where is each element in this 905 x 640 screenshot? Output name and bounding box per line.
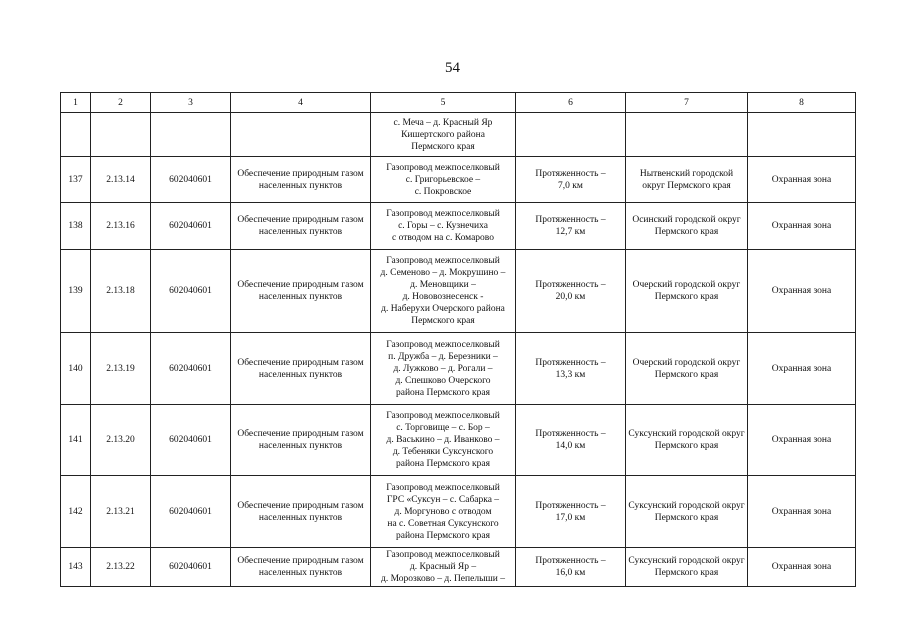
table-row	[61, 203, 856, 250]
purpose-cell: Обеспечение природным газом населенных пунктов	[231, 548, 371, 587]
location-cell: Очерский городской округ Пермского края	[626, 333, 748, 405]
classifier-cell: 602040601	[151, 250, 231, 333]
zone-cell: Охранная зона	[748, 157, 856, 203]
code-cell: 2.13.14	[91, 157, 151, 203]
classifier-cell: 602040601	[151, 476, 231, 548]
code-cell: 2.13.22	[91, 548, 151, 587]
zone-cell: Охранная зона	[748, 476, 856, 548]
object-name-cell: Газопровод межпоселковый д. Красный Яр – д. Морозково – д. Пепелыши –	[371, 548, 516, 587]
row-number-cell: 143	[61, 548, 91, 587]
object-name-cell: Газопровод межпоселковый с. Горы – с. Кузнечиха с отводом на с. Комарово	[371, 203, 516, 250]
purpose-cell: Обеспечение природным газом населенных пунктов	[231, 476, 371, 548]
classifier-cell: 602040601	[151, 157, 231, 203]
zone-cell: Охранная зона	[748, 203, 856, 250]
purpose-cell	[231, 113, 371, 157]
characteristics-cell	[516, 113, 626, 157]
characteristics-cell: Протяженность – 17,0 км	[516, 476, 626, 548]
object-name-cell: с. Меча – д. Красный Яр Кишертского района Пермского края	[371, 113, 516, 157]
purpose-cell: Обеспечение природным газом населенных пунктов	[231, 157, 371, 203]
zone-cell: Охранная зона	[748, 405, 856, 476]
characteristics-cell: Протяженность – 12,7 км	[516, 203, 626, 250]
table-row	[61, 405, 856, 476]
characteristics-cell: Протяженность – 20,0 км	[516, 250, 626, 333]
classifier-cell: 602040601	[151, 548, 231, 587]
location-cell: Осинский городской округ Пермского края	[626, 203, 748, 250]
classifier-cell: 602040601	[151, 203, 231, 250]
location-cell: Очерский городской округ Пермского края	[626, 250, 748, 333]
zone-cell: Охранная зона	[748, 548, 856, 587]
code-cell: 2.13.18	[91, 250, 151, 333]
zone-cell	[748, 113, 856, 157]
classifier-cell: 602040601	[151, 333, 231, 405]
characteristics-cell: Протяженность – 13,3 км	[516, 333, 626, 405]
object-name-cell: Газопровод межпоселковый ГРС «Суксун – с. Сабарка – д. Моргуново с отводом на с. Советная Суксунского района Пермского края	[371, 476, 516, 548]
code-cell	[91, 113, 151, 157]
table-row	[61, 250, 856, 333]
purpose-cell: Обеспечение природным газом населенных пунктов	[231, 250, 371, 333]
purpose-cell: Обеспечение природным газом населенных пунктов	[231, 203, 371, 250]
page-number: 54	[445, 60, 460, 76]
location-cell: Суксунский городской округ Пермского края	[626, 476, 748, 548]
table-row	[61, 157, 856, 203]
location-cell: Нытвенский городской округ Пермского края	[626, 157, 748, 203]
header-cell: 6	[516, 93, 626, 113]
header-cell: 1	[61, 93, 91, 113]
code-cell: 2.13.16	[91, 203, 151, 250]
purpose-cell: Обеспечение природным газом населенных пунктов	[231, 405, 371, 476]
table-row	[61, 333, 856, 405]
data-table	[60, 92, 856, 587]
table-row	[61, 476, 856, 548]
row-number-cell: 139	[61, 250, 91, 333]
row-number-cell: 137	[61, 157, 91, 203]
characteristics-cell: Протяженность – 14,0 км	[516, 405, 626, 476]
row-number-cell	[61, 113, 91, 157]
header-cell: 7	[626, 93, 748, 113]
row-number-cell: 140	[61, 333, 91, 405]
header-cell: 4	[231, 93, 371, 113]
location-cell	[626, 113, 748, 157]
classifier-cell: 602040601	[151, 405, 231, 476]
header-row	[61, 93, 856, 113]
code-cell: 2.13.19	[91, 333, 151, 405]
object-name-cell: Газопровод межпоселковый с. Григорьевское – с. Покровское	[371, 157, 516, 203]
row-number-cell: 141	[61, 405, 91, 476]
characteristics-cell: Протяженность – 16,0 км	[516, 548, 626, 587]
purpose-cell: Обеспечение природным газом населенных пунктов	[231, 333, 371, 405]
row-number-cell: 138	[61, 203, 91, 250]
code-cell: 2.13.20	[91, 405, 151, 476]
object-name-cell: Газопровод межпоселковый с. Торговище – с. Бор – д. Васькино – д. Иванково – д. Тебеняки Суксунского района Пермского края	[371, 405, 516, 476]
classifier-cell	[151, 113, 231, 157]
characteristics-cell: Протяженность – 7,0 км	[516, 157, 626, 203]
location-cell: Суксунский городской округ Пермского края	[626, 405, 748, 476]
header-cell: 2	[91, 93, 151, 113]
header-cell: 5	[371, 93, 516, 113]
table-row	[61, 548, 856, 587]
header-cell: 3	[151, 93, 231, 113]
zone-cell: Охранная зона	[748, 250, 856, 333]
location-cell: Суксунский городской округ Пермского края	[626, 548, 748, 587]
object-name-cell: Газопровод межпоселковый д. Семеново – д. Мокрушино – д. Меновщики – д. Нововознесенск - д. Наберухи Очерского района Пермского края	[371, 250, 516, 333]
object-name-cell: Газопровод межпоселковый п. Дружба – д. Березники – д. Лужково – д. Рогали – д. Спешково Очерского района Пермского края	[371, 333, 516, 405]
code-cell: 2.13.21	[91, 476, 151, 548]
header-cell: 8	[748, 93, 856, 113]
row-number-cell: 142	[61, 476, 91, 548]
zone-cell: Охранная зона	[748, 333, 856, 405]
table-row	[61, 113, 856, 157]
